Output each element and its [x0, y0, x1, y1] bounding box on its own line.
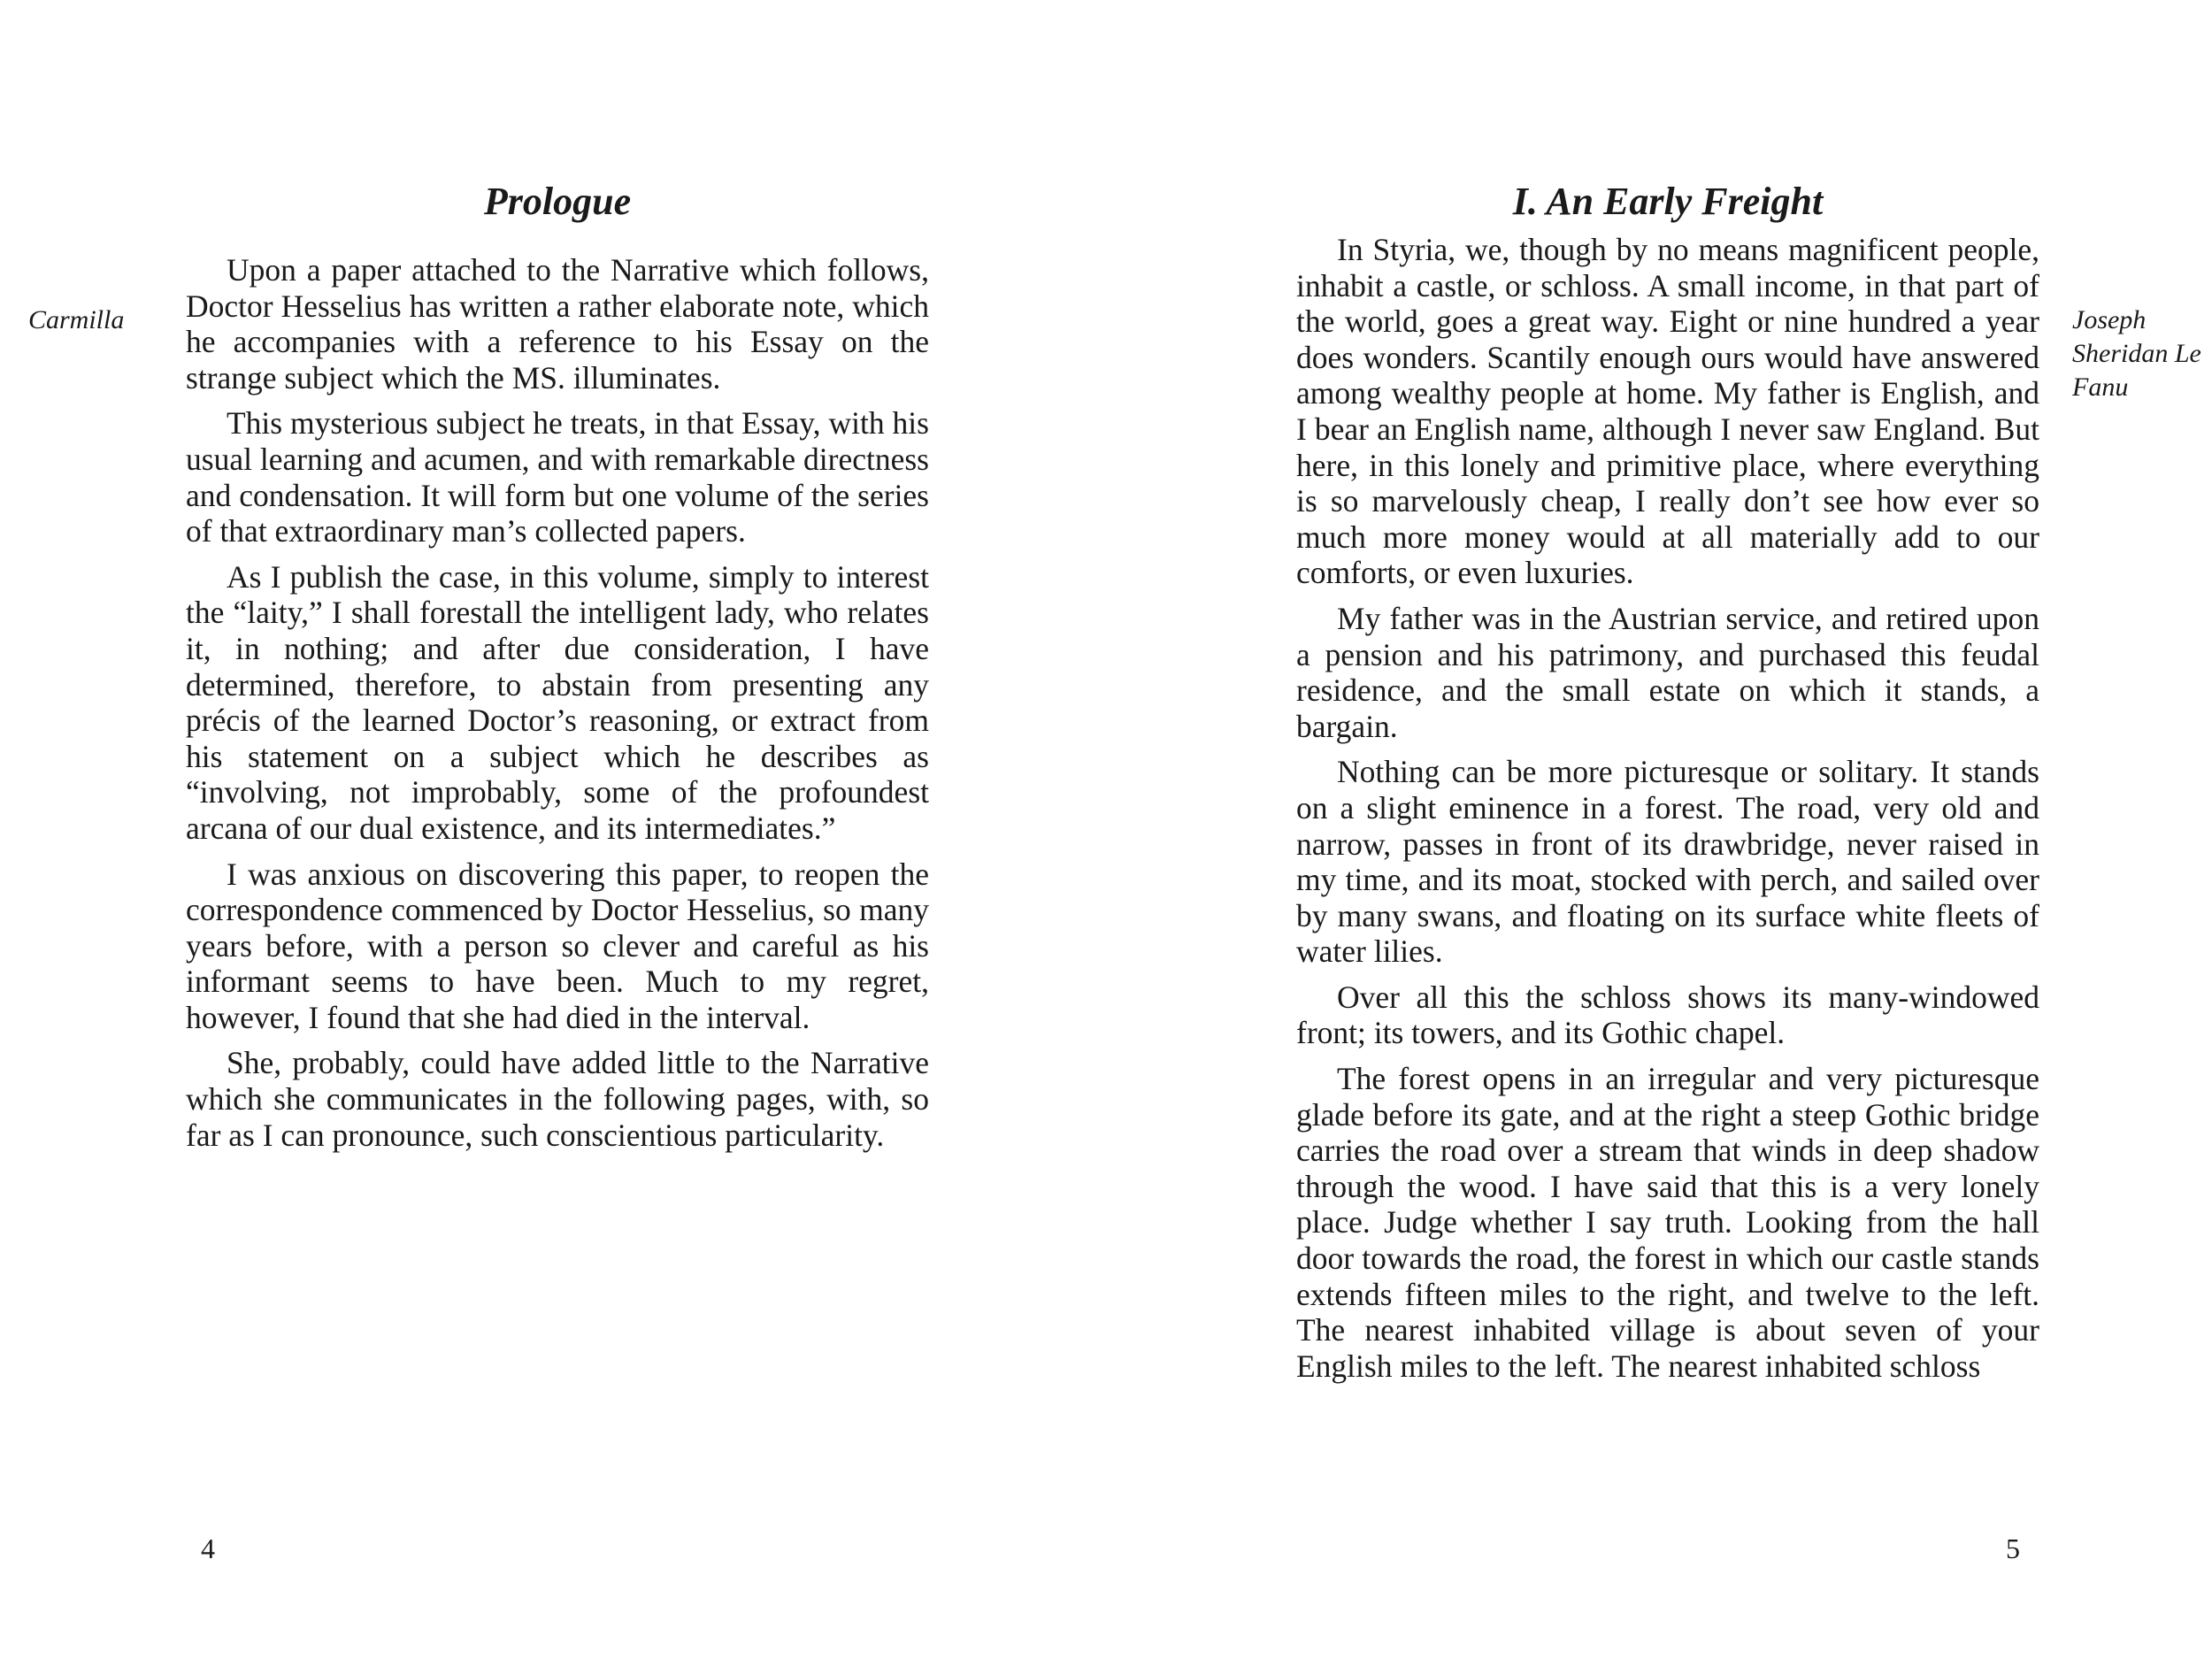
paragraph: I was anxious on discovering this paper, to reopen the correspondence commenced by Doctor Hesselius, so many years before, with a person so clever and careful as his informant seems to have been. Much to my regret, however, I found that she had died in the interval.	[186, 856, 929, 1035]
running-head-book-title: Carmilla	[28, 305, 125, 334]
paragraph: In Styria, we, though by no means magnificent people, inhabit a castle, or schloss. A small income, in that part of the world, goes a great way. Eight or nine hundred a year does wonders. Scantily enough ours would have answered among wealthy people at home. My father is English, and I bear an English name, although I never saw England. But here, in this lonely and primitive place, where everything is so marvelously cheap, I really don’t see how ever so much more money would at all materially add to our comforts, or even luxuries.	[1296, 232, 2039, 591]
chapter-title: I. An Early Freight	[1512, 180, 1824, 223]
paragraph: The forest opens in an irregular and very picturesque glade before its gate, and at the right a steep Gothic bridge carries the road over a stream that winds in deep shadow through the wood. I have said that this is a very lonely place. Judge whether I say truth. Looking from the hall door towards the road, the forest in which our castle stands extends fifteen miles to the right, and twelve to the left. The nearest inhabited village is about seven of your English miles to the left. The nearest inhabited schloss	[1296, 1061, 2039, 1384]
paragraph: Upon a paper attached to the Narrative which follows, Doctor Hesselius has written a rather elaborate note, which he accompanies with a reference to his Essay on the strange subject which the MS. illuminates.	[186, 252, 929, 396]
body-text	[186, 252, 929, 1163]
paragraph: Over all this the schloss shows its many-windowed front; its towers, and its Gothic chapel.	[1296, 979, 2039, 1051]
paragraph: Nothing can be more picturesque or solitary. It stands on a slight eminence in a forest. The road, very old and narrow, passes in front of its drawbridge, never raised in my time, and its moat, stocked with perch, and sailed over by many swans, and floating on its surface white fleets of water lilies.	[1296, 754, 2039, 970]
paragraph: As I publish the case, in this volume, simply to interest the “laity,” I shall forestall the intelligent lady, who relates it, in nothing; and after due consideration, I have determined, therefore, to abstain from presenting any précis of the learned Doctor’s reasoning, or extract from his statement on a subject which he describes as “involving, not improbably, some of the profoundest arcana of our dual existence, and its intermediates.”	[186, 558, 929, 846]
page-number: 5	[2006, 1532, 2020, 1564]
running-head-author: Joseph Sheridan Le Fanu	[2072, 305, 2201, 402]
page-number: 4	[201, 1532, 215, 1564]
chapter-title: Prologue	[483, 180, 632, 223]
paragraph: My father was in the Austrian service, and retired upon a pension and his patrimony, and purchased this feudal residence, and the small estate on which it stands, a bargain.	[1296, 600, 2039, 744]
paragraph: She, probably, could have added little to the Narrative which she communicates in the following pages, with, so far as I can pronounce, such conscientious particularity.	[186, 1045, 929, 1153]
right-page	[1106, 0, 2212, 1659]
paragraph: This mysterious subject he treats, in that Essay, with his usual learning and acumen, and with remarkable directness and condensation. It will form but one volume of the series of that extraordinary man’s collected papers.	[186, 405, 929, 549]
body-text	[1296, 232, 2039, 1394]
